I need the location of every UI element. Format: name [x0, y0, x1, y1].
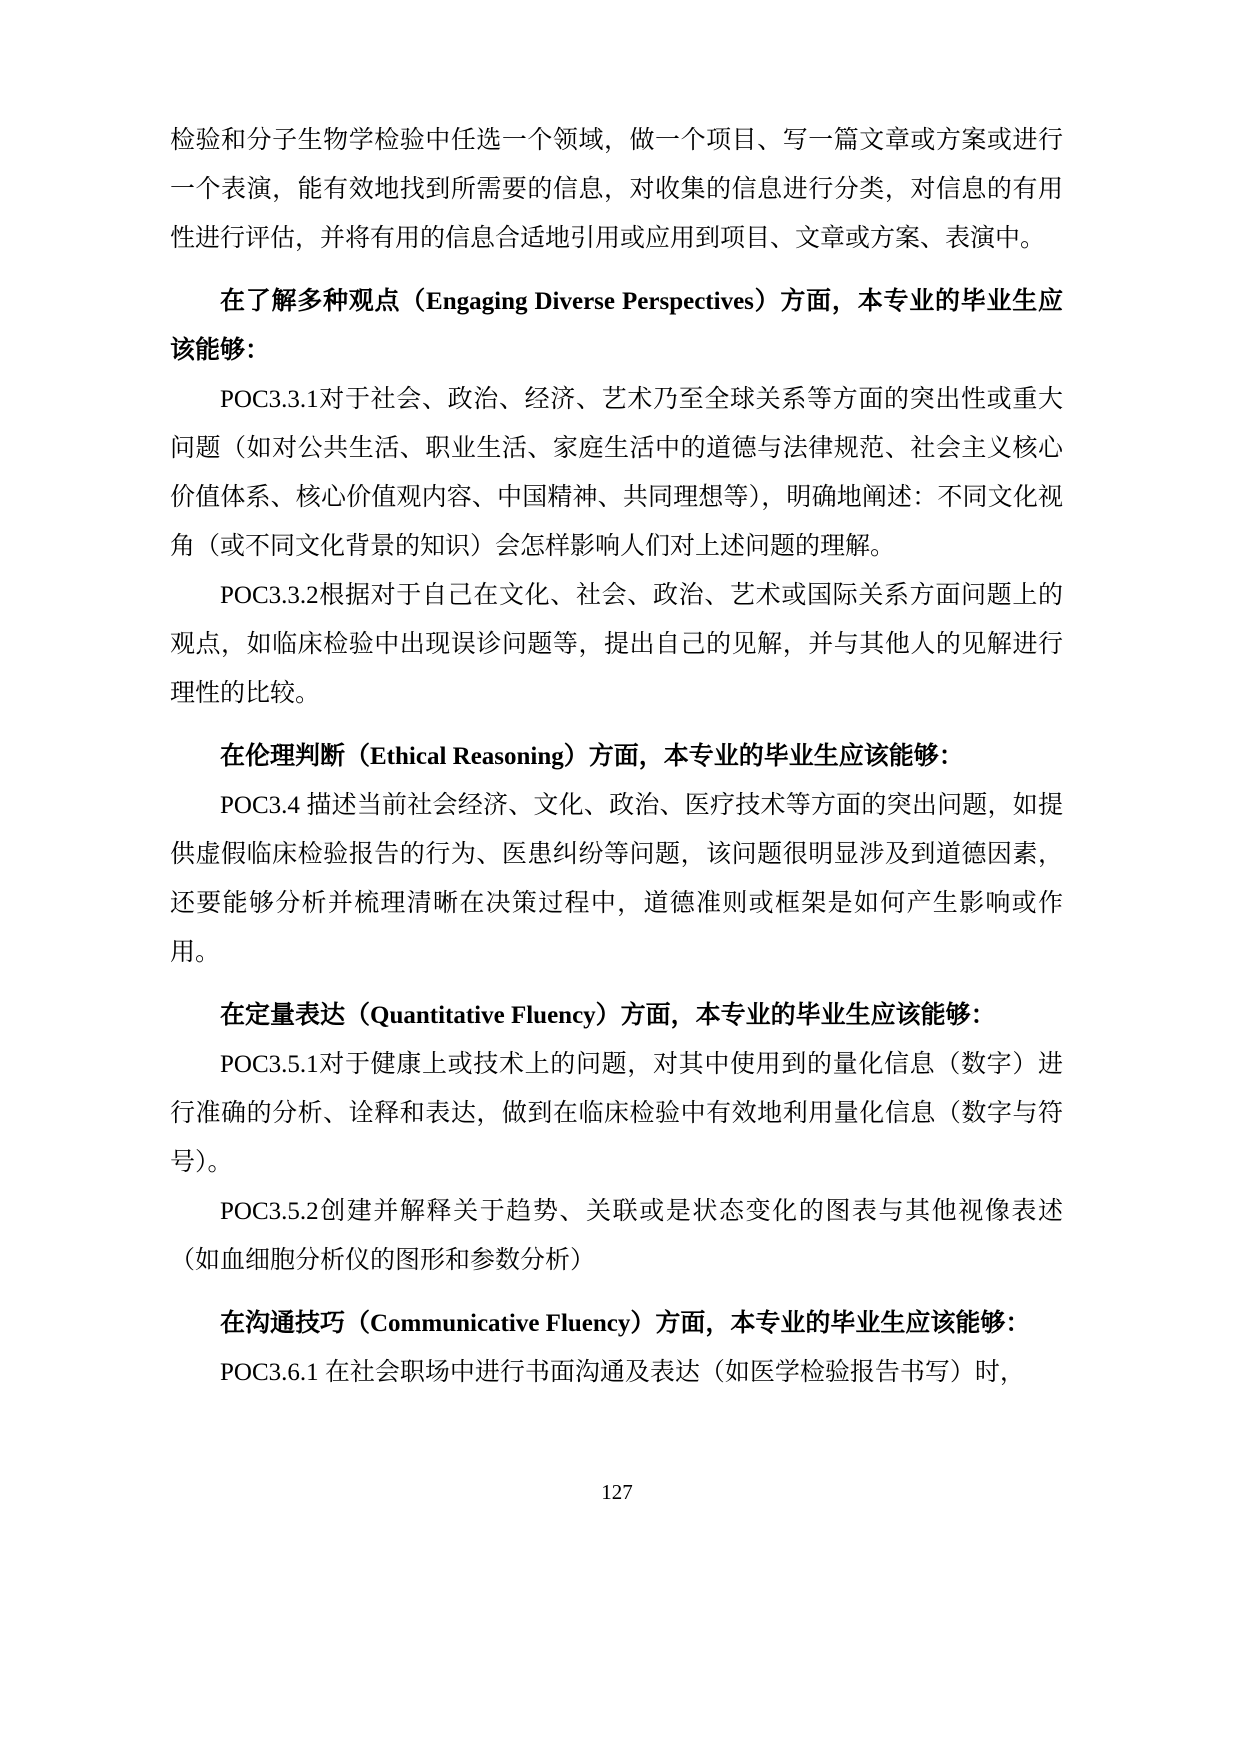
section-heading-communicative-fluency: 在沟通技巧（Communicative Fluency）方面，本专业的毕业生应该能够： — [220, 1310, 1031, 1337]
section-heading-engaging-diverse-perspectives: 在了解多种观点（Engaging Diverse Perspectives）方面，本专业的毕业生应该能够： — [170, 288, 1063, 364]
paragraph-poc3-3-2: POC3.3.2根据对于自己在文化、社会、政治、艺术或国际关系方面问题上的观点，如临床检验中出现误诊问题等，提出自己的见解，并与其他人的见解进行理性的比较。 — [170, 582, 1063, 707]
page-number: 127 — [601, 1480, 633, 1504]
paragraph-poc3-6-1: POC3.6.1 在社会职场中进行书面沟通及表达（如医学检验报告书写）时， — [220, 1359, 1025, 1386]
section-heading-quantitative-fluency: 在定量表达（Quantitative Fluency）方面，本专业的毕业生应该能够： — [220, 1002, 996, 1029]
paragraph-poc3-3-1: POC3.3.1对于社会、政治、经济、艺术乃至全球关系等方面的突出性或重大问题（如对公共生活、职业生活、家庭生活中的道德与法律规范、社会主义核心价值体系、核心价值观内容、中国精神、共同理想等），明确地阐述：不同文化视角（或不同文化背景的知识）会怎样影响人们对上述问题的理解。 — [170, 386, 1063, 560]
paragraph-poc3-5-2: POC3.5.2创建并解释关于趋势、关联或是状态变化的图表与其他视像表述（如血细胞分析仪的图形和参数分析） — [170, 1198, 1063, 1274]
body-paragraph-continuation: 检验和分子生物学检验中任选一个领域，做一个项目、写一篇文章或方案或进行一个表演，能有效地找到所需要的信息，对收集的信息进行分类，对信息的有用性进行评估，并将有用的信息合适地引用或应用到项目、文章或方案、表演中。 — [170, 127, 1063, 252]
paragraph-poc3-5-1: POC3.5.1对于健康上或技术上的问题，对其中使用到的量化信息（数字）进行准确的分析、诠释和表达，做到在临床检验中有效地利用量化信息（数字与符号）。 — [170, 1051, 1063, 1176]
section-heading-ethical-reasoning: 在伦理判断（Ethical Reasoning）方面，本专业的毕业生应该能够： — [220, 743, 964, 770]
paragraph-poc3-4: POC3.4 描述当前社会经济、文化、政治、医疗技术等方面的突出问题，如提供虚假临床检验报告的行为、医患纠纷等问题，该问题很明显涉及到道德因素，还要能够分析并梳理清晰在决策过程中，道德准则或框架是如何产生影响或作用。 — [170, 792, 1063, 966]
